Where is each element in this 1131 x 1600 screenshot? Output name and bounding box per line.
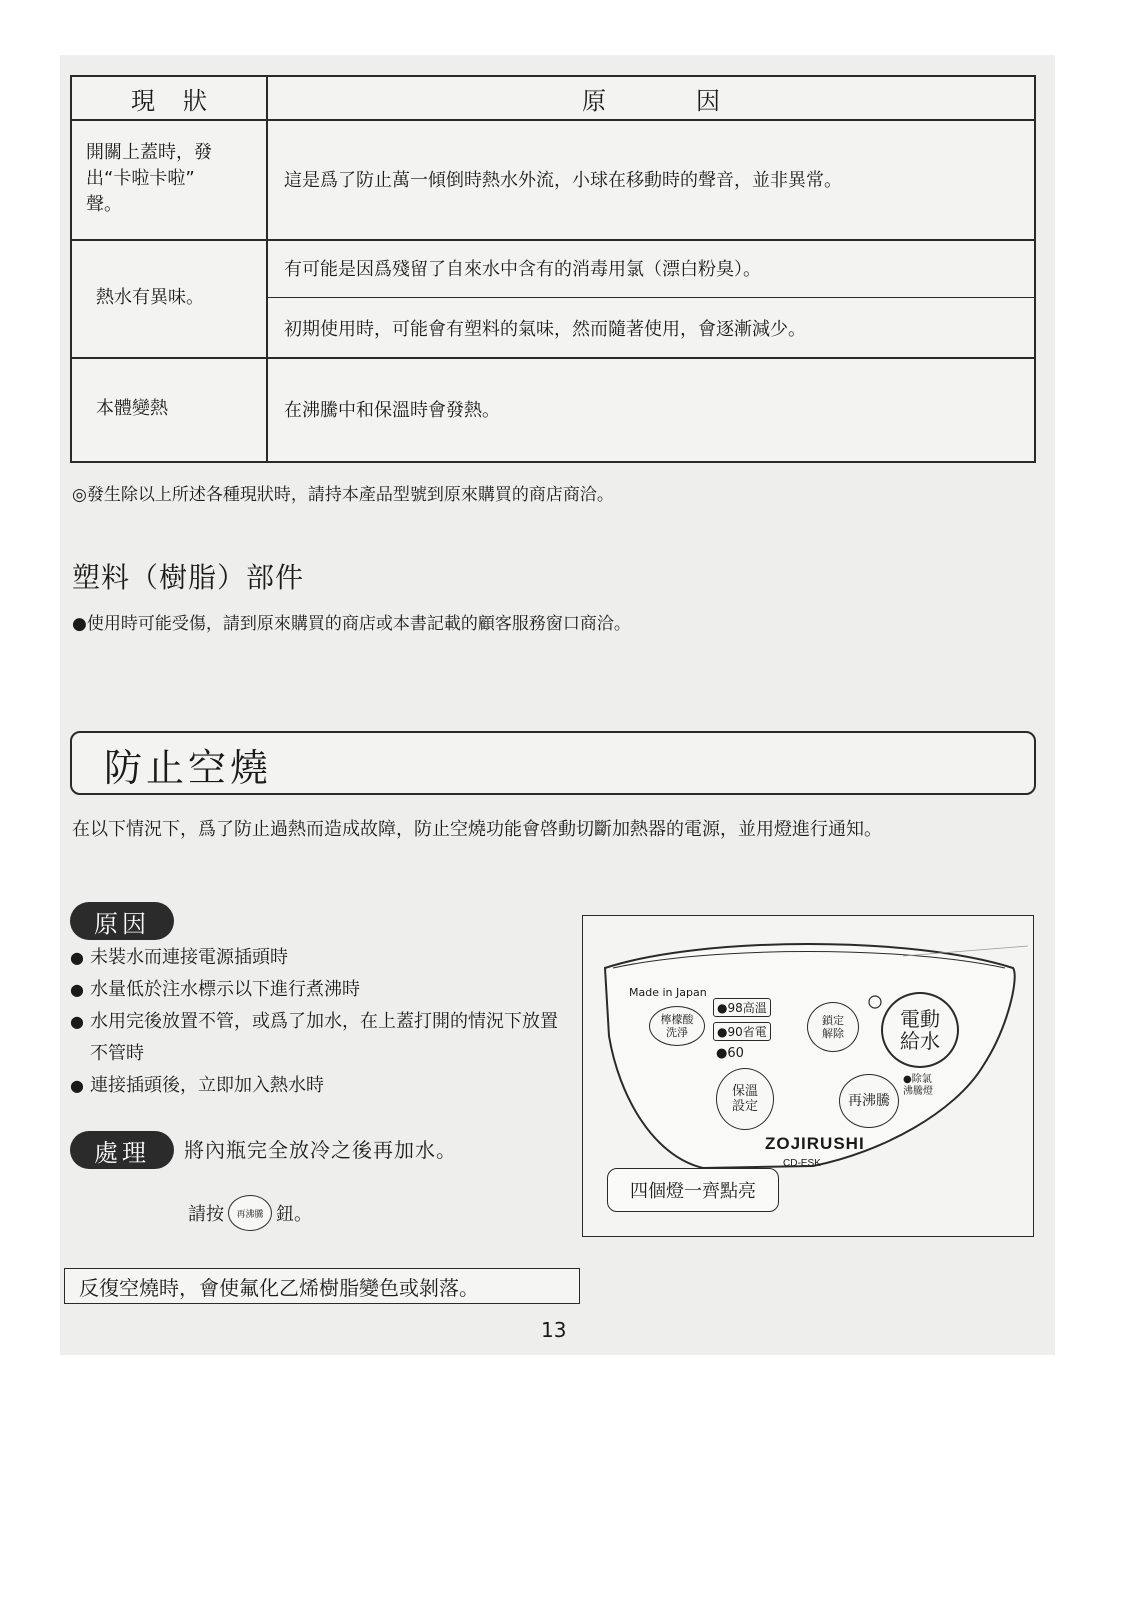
dry-boil-intro: 在以下情況下，爲了防止過熱而造成故障，防止空燒功能會啓動切斷加熱器的電源，並用燈進行通知。 <box>72 819 882 840</box>
cause-cell: 這是爲了防止萬一傾倒時熱水外流，小球在移動時的聲音，並非異常。 <box>284 170 842 191</box>
temp-90-indicator: ●90省電 <box>713 1022 771 1041</box>
troubleshooting-table <box>70 75 1036 463</box>
reboil-button-icon: 再沸騰 <box>228 1195 272 1231</box>
dry-boil-title: 防止空燒 <box>104 746 273 790</box>
fix-label-badge: 處理 <box>70 1131 174 1169</box>
unlock-button: 鎖定 解除 <box>807 1002 859 1052</box>
symptom-cell: 本體變熱 <box>72 357 268 461</box>
list-item: ● 水量低於注水標示以下進行煮沸時 <box>70 974 570 1006</box>
dry-boil-title-box <box>70 731 1036 795</box>
plastic-bullet: ●使用時可能受傷，請到原來購買的商店或本書記載的顧客服務窗口商洽。 <box>72 614 631 634</box>
temp-60-indicator: ●60 <box>716 1046 744 1061</box>
cause-cell: 初期使用時，可能會有塑料的氣味，然而隨著使用，會逐漸減少。 <box>268 297 1034 357</box>
warning-box: 反復空燒時，會使氟化乙烯樹脂變色或剝落。 <box>64 1268 580 1304</box>
cause-cell: 在沸騰中和保溫時會發熱。 <box>284 400 500 421</box>
list-item: ● 連接插頭後，立即加入熱水時 <box>70 1070 570 1102</box>
page-number: 13 <box>541 1318 567 1342</box>
contact-note: ◎發生除以上所述各種現狀時，請持本產品型號到原來購買的商店商洽。 <box>72 485 614 505</box>
table-header <box>72 77 1034 121</box>
citric-acid-clean-button: 檸檬酸 洗淨 <box>649 1006 705 1046</box>
table-row <box>72 357 1034 461</box>
cause-list <box>70 942 570 1102</box>
keep-warm-button: 保溫 設定 <box>716 1068 774 1130</box>
table-row <box>72 119 1034 241</box>
table-row <box>72 239 1034 359</box>
press-instruction <box>188 1195 312 1231</box>
list-item: ● 水用完後放置不管，或爲了加水，在上蓋打開的情況下放置不管時 <box>70 1006 570 1070</box>
made-in-label: Made in Japan <box>629 986 707 999</box>
symptom-cell: 開關上蓋時，發 出“卡啦卡啦” 聲。 <box>72 119 268 239</box>
cause-label-badge: 原因 <box>70 902 174 940</box>
header-symptom: 現狀 <box>72 77 268 119</box>
press-prefix: 請按 <box>188 1204 224 1225</box>
symptom-cell: 熱水有異味。 <box>72 239 268 357</box>
brand-logo: ZOJIRUSHI <box>765 1134 865 1153</box>
press-suffix: 鈕。 <box>276 1204 312 1225</box>
plastic-section-title: 塑料（樹脂）部件 <box>72 561 305 594</box>
cause-cell: 有可能是因爲殘留了自來水中含有的消毒用氯（漂白粉臭）。 <box>284 259 761 280</box>
reboil-button: 再沸騰 <box>839 1074 899 1128</box>
model-label: CD-ESK <box>783 1158 821 1169</box>
four-lamps-callout: 四個燈一齊點亮 <box>607 1168 779 1212</box>
temp-98-indicator: ●98高溫 <box>713 998 771 1017</box>
fix-instruction: 將內瓶完全放冷之後再加水。 <box>184 1138 457 1162</box>
dechlorination-lamp-label: ●除氯 沸騰燈 <box>903 1074 933 1097</box>
control-panel-illustration <box>582 915 1034 1237</box>
header-cause: 原因 <box>582 86 810 115</box>
list-item: ● 未裝水而連接電源插頭時 <box>70 942 570 974</box>
electric-dispense-button: 電動 給水 <box>881 992 959 1068</box>
